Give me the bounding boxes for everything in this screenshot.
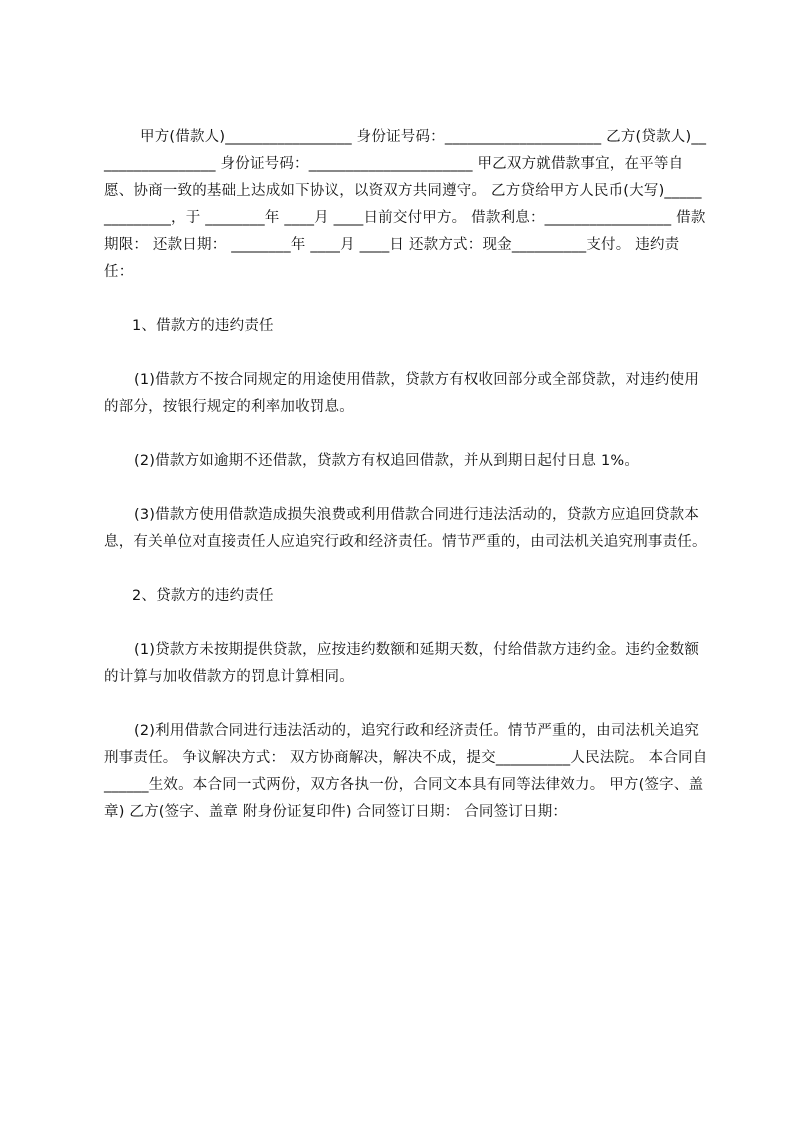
paragraph-spacer — [104, 421, 708, 448]
paragraph-spacer — [104, 691, 708, 718]
lender-liability-item-2-and-signatures: (2)利用借款合同进行违法活动的，追究行政和经济责任。情节严重的，由司法机关追究刑事责任。 争议解决方式： 双方协商解决，解决不成，提交__________人民法院。 本合同自 ______生效。本合同一式两份，双方各执一份，合同文本具有同等法律效力。 甲方(签字、盖章) 乙方(签字、盖章 附身份证复印件) 合同签订日期： 合同签订日期： — [104, 723, 713, 820]
paragraph-spacer — [104, 610, 708, 637]
section-heading-lender-liability: 2、贷款方的违约责任 — [132, 588, 274, 604]
borrower-liability-item-3: (3)借款方使用借款造成损失浪费或利用借款合同进行违法活动的，贷款方应追回贷款本息，有关单位对直接责任人应追究行政和经济责任。情节严重的，由司法机关追究刑事责任。 — [104, 507, 707, 550]
paragraph-spacer — [104, 286, 708, 313]
paragraph-spacer — [104, 475, 708, 502]
contract-intro-paragraph: 甲方(借款人)_________________ 身份证号码：_____________________ 乙方(贷款人)_________________ 身份证号码：______________________ 甲乙双方就借款事宜，在平等自愿、协商一致的基础上达成如下协议，以资双方共同遵守。 乙方贷给甲方人民币(大写)______________，于 ________年 ____月 ____日前交付甲方。 借款利息：_________________ 借款期限： 还款日期： ________年 ____月 ____日 还款方式：现金__________支付。 违约责任： — [104, 129, 707, 280]
paragraph-spacer — [104, 556, 708, 583]
lender-liability-item-1: (1)贷款方未按期提供贷款，应按违约数额和延期天数，付给借款方违约金。违约金数额的计算与加收借款方的罚息计算相同。 — [104, 642, 700, 685]
borrower-liability-item-1: (1)借款方不按合同规定的用途使用借款，贷款方有权收回部分或全部贷款，对违约使用的部分，按银行规定的利率加收罚息。 — [104, 372, 700, 415]
document-page — [104, 124, 713, 826]
borrower-liability-item-2: (2)借款方如逾期不还借款，贷款方有权追回借款，并从到期日起付日息 1%。 — [134, 453, 640, 469]
paragraph-spacer — [104, 340, 708, 367]
section-heading-borrower-liability: 1、借款方的违约责任 — [132, 318, 274, 334]
